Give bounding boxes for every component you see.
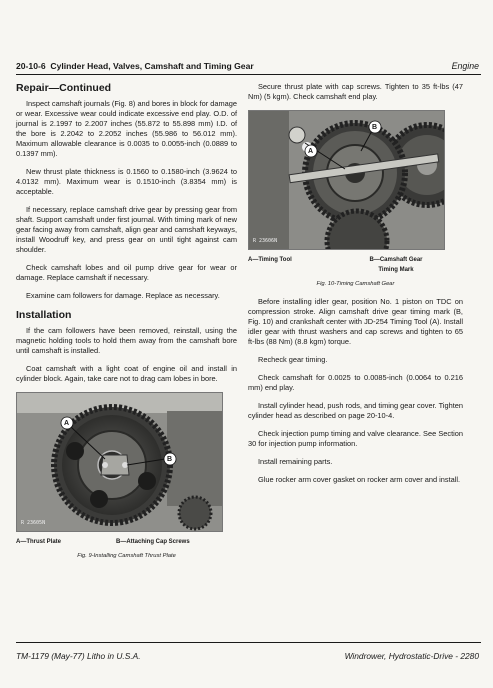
- page-footer: [16, 642, 481, 667]
- footer-machine: Windrower, Hydrostatic-Drive - 2280: [344, 651, 479, 661]
- heading-repair: Repair—Continued: [16, 82, 112, 94]
- timing-camshaft-gear-illustration: [249, 111, 444, 249]
- paragraph-magnetic-tools: If the cam followers have been removed, reinstall, using the magnetic holding tools to hold them away from the camshaft bore until camshaft is installed.: [16, 326, 237, 355]
- paragraph-thrust-plate: New thrust plate thickness is 0.1560 to 0.1580-inch (3.9624 to 4.0132 mm). Maximum wear is 0.1510-inch (3.8354 mm) is acceptable.: [16, 167, 237, 196]
- paragraph-injection-pump: Check injection pump timing and valve clearance. See Section 30 for injection pump information.: [248, 429, 463, 448]
- figure-10-legend-b-line1: B—Camshaft Gear: [369, 257, 423, 263]
- paragraph-journals: Inspect camshaft journals (Fig. 8) and bores in block for damage or wear. Excessive wear could indicate excessive end play. O.D. of journal is 2.1997 to 2.2007 inches (55.872 to 55.898 mm) I.D. of the bore is 2.2042 to 2.2052 inches (55.986 to 56.012 mm). Maximum allowable clearance is 0.0035 to 0.0055-inch (0.0889 to 0.1397 mm).: [16, 99, 237, 158]
- heading-installation: Installation: [16, 309, 72, 321]
- paragraph-coat-camshaft: Coat camshaft with a light coat of engine oil and install in cylinder block. Again, take care not to drag cam lobes in bore.: [16, 364, 237, 383]
- paragraph-recheck-timing: Recheck gear timing.: [258, 355, 328, 364]
- figure-9-caption: Fig. 9-Installing Camshaft Thrust Plate: [77, 553, 176, 559]
- paragraph-drive-gear: If necessary, replace camshaft drive gear by pressing gear from shaft. Support camshaft under first journal. With timing mark of new gear facing away from camshaft, align gear and camshaft keyways, install Woodruff key, and press gear on until tight against cam shoulder.: [16, 205, 237, 254]
- figure-10-legend: [248, 255, 463, 277]
- paragraph-lobes: Check camshaft lobes and oil pump drive gear for wear or damage. Replace camshaft if necessary.: [16, 263, 237, 282]
- figure-10-photo: [248, 110, 445, 250]
- figure-9-legend-a: A—Thrust Plate: [16, 539, 62, 545]
- figure-10-legend-b: [356, 255, 436, 275]
- figure-10-caption: Fig. 10-Timing Camshaft Gear: [316, 281, 395, 287]
- paragraph-followers: Examine cam followers for damage. Replace as necessary.: [26, 291, 220, 300]
- paragraph-secure-thrust-plate: Secure thrust plate with cap screws. Tighten to 35 ft-lbs (47 Nm) (5 kgm). Check camshaft end play.: [248, 82, 463, 101]
- figure-10-legend-a: A—Timing Tool: [248, 257, 292, 263]
- header-category: Engine: [451, 61, 479, 71]
- header-title: Cylinder Head, Valves, Camshaft and Timing Gear: [50, 61, 254, 71]
- paragraph-install-head: Install cylinder head, push rods, and timing gear cover. Tighten cylinder head as described on page 20-10-4.: [248, 401, 464, 420]
- header-section-title: [16, 61, 254, 71]
- figure-9-label-a: A: [64, 420, 70, 427]
- right-column: [248, 82, 463, 493]
- figure-9-photo: [16, 392, 223, 532]
- footer-publication: TM-1179 (May-77) Litho in U.S.A.: [16, 651, 141, 661]
- paragraph-glue-gasket: Glue rocker arm cover gasket on rocker arm cover and install.: [258, 475, 461, 484]
- figure-9-photo-code: R 23605N: [21, 520, 46, 526]
- paragraph-check-end-play: Check camshaft for 0.0025 to 0.0085-inch (0.0064 to 0.216 mm) end play.: [248, 373, 463, 392]
- figure-10-label-b: B: [372, 124, 378, 131]
- header-section-number: 20-10-6: [16, 61, 46, 71]
- left-column: [16, 82, 237, 569]
- paragraph-idler-gear: Before installing idler gear, position No. 1 piston on TDC on compression stroke. Align camshaft drive gear timing mark (B, Fig. 10) and crankshaft center with JD-254 Timing Tool (A). Install idler gear with thrust washers and cap screws and tighten to 65 ft-lbs (88 Nm) (8.8 kgm) torque.: [248, 297, 463, 346]
- figure-10-label-a: A: [308, 148, 314, 155]
- page-header: [16, 58, 481, 75]
- camshaft-thrust-plate-illustration: [17, 393, 222, 531]
- figure-10-legend-b-line2: Timing Mark: [378, 267, 414, 273]
- figure-10-photo-code: R 23606N: [253, 238, 278, 244]
- figure-9-legend: [16, 537, 237, 557]
- figure-9-legend-b: B—Attaching Cap Screws: [116, 539, 190, 545]
- figure-9-label-b: B: [167, 456, 173, 463]
- paragraph-remaining-parts: Install remaining parts.: [258, 457, 333, 466]
